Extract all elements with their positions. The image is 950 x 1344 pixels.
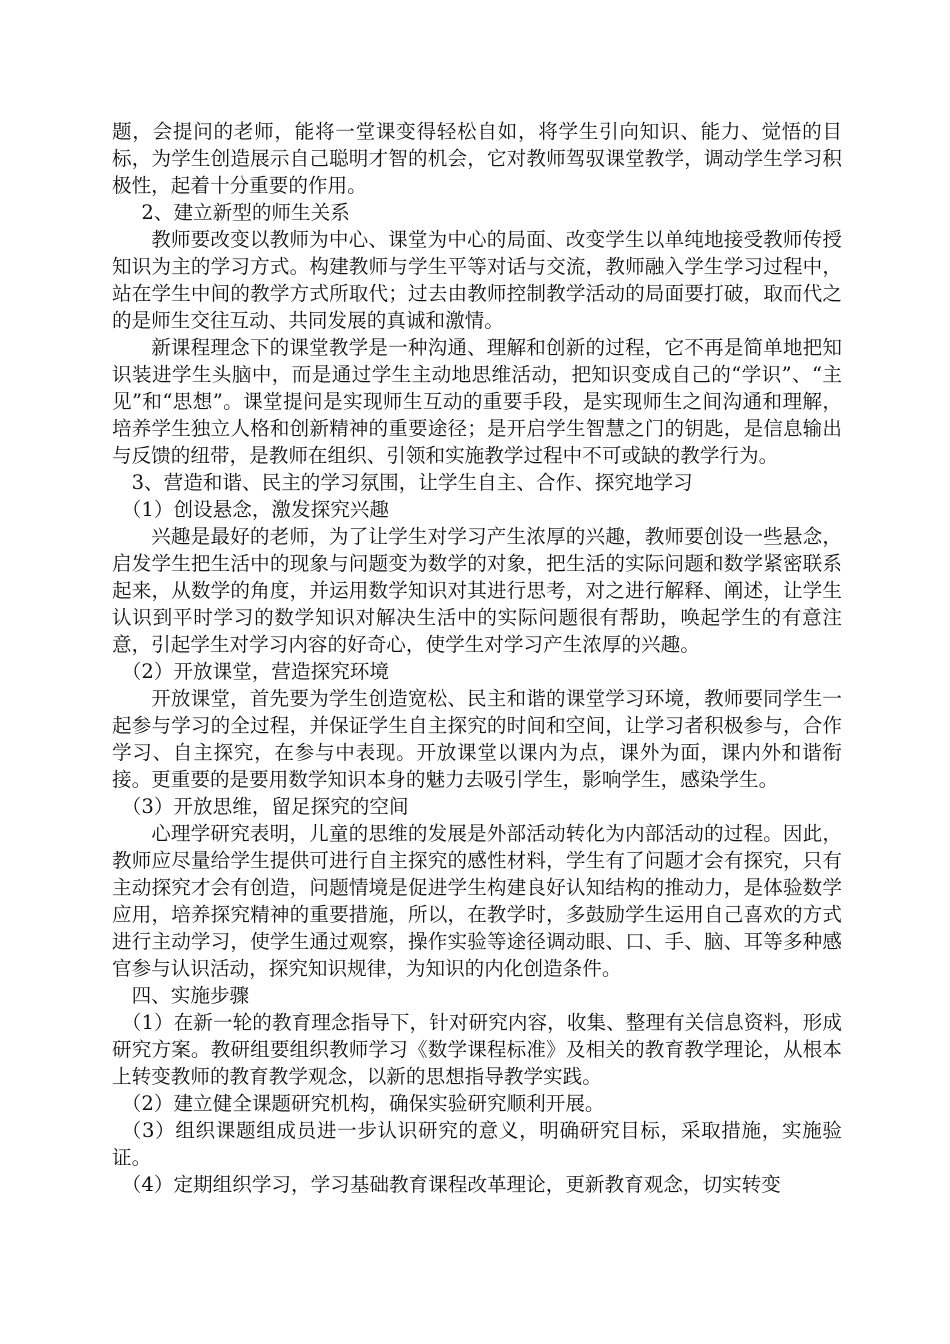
step-item-4: （4）定期组织学习，学习基础教育课程改革理论，更新教育观念，切实转变 — [121, 1173, 781, 1196]
heading-harmonious-atmosphere: 3、营造和谐、民主的学习氛围，让学生自主、合作、探究地学习 — [131, 471, 693, 494]
step-item-3: （3）组织课题组成员进一步认识研究的意义，明确研究目标，采取措施，实施验证。 — [112, 1119, 842, 1169]
paragraph-open-thinking: 心理学研究表明，儿童的思维的发展是外部活动转化为内部活动的过程。因此，教师应尽量给学生提供可进行自主探究的感性材料，学生有了问题才会有探究，只有主动探究才会有创造，问题情境是促进学生构建良好认知结构的推动力，是体验数学应用，培养探究精神的重要措施，所以，在教学时，多鼓励学生运用自己喜欢的方式进行主动学习，使学生通过观察，操作实验等途径调动眼、口、手、脑、耳等多种感官参与认识活动，探究知识规律，为知识的内化创造条件。 — [112, 822, 842, 980]
heading-implementation-steps: 四、实施步骤 — [131, 984, 250, 1007]
paragraph-intro: 题，会提问的老师，能将一堂课变得轻松自如，将学生引向知识、能力、觉悟的目标，为学生创造展示自己聪明才智的机会，它对教师驾驭课堂教学，调动学生学习积极性，起着十分重要的作用。 — [112, 120, 842, 197]
step-item-1: （1）在新一轮的教育理念指导下，针对研究内容，收集、整理有关信息资料，形成研究方案。教研组要组织教师学习《数学课程标准》及相关的教育教学理论，从根本上转变教师的教育教学观念，以新的思想指导教学实践。 — [112, 1011, 842, 1088]
subheading-open-classroom: （2）开放课堂，营造探究环境 — [121, 660, 389, 683]
subheading-open-thinking: （3）开放思维，留足探究的空间 — [121, 795, 409, 818]
paragraph-relation-1: 教师要改变以教师为中心、课堂为中心的局面、改变学生以单纯地接受教师传授知识为主的学习方式。构建教师与学生平等对话与交流，教师融入学生学习过程中，站在学生中间的教学方式所取代；过去由教师控制教学活动的局面要打破，取而代之的是师生交往互动、共同发展的真诚和激情。 — [112, 228, 842, 332]
step-item-2: （2）建立健全课题研究机构，确保实验研究顺利开展。 — [121, 1092, 605, 1115]
heading-teacher-student-relation: 2、建立新型的师生关系 — [141, 201, 350, 224]
paragraph-suspense: 兴趣是最好的老师，为了让学生对学习产生浓厚的兴趣，教师要创设一些悬念，启发学生把生活中的现象与问题变为数学的对象，把生活的实际问题和数学紧密联系起来，从数学的角度，并运用数学知识对其进行思考，对之进行解释、阐述，让学生认识到平时学习的数学知识对解决生活中的实际问题很有帮助，唤起学生的有意注意，引起学生对学习内容的好奇心，使学生对学习产生浓厚的兴趣。 — [112, 525, 842, 656]
paragraph-open-classroom: 开放课堂，首先要为学生创造宽松、民主和谐的课堂学习环境，教师要同学生一起参与学习的全过程，并保证学生自主探究的时间和空间，让学习者积极参与，合作学习、自主探究，在参与中表现。开放课堂以课内为点，课外为面，课内外和谐衔接。更重要的是要用数学知识本身的魅力去吸引学生，影响学生，感染学生。 — [112, 687, 842, 791]
paragraph-relation-2: 新课程理念下的课堂教学是一种沟通、理解和创新的过程，它不再是简单地把知识装进学生头脑中，而是通过学生主动地思维活动，把知识变成自己的“学识”、“主见”和“思想”。课堂提问是实现师生互动的重要手段，是实现师生之间沟通和理解，培养学生独立人格和创新精神的重要途径；是开启学生智慧之门的钥匙，是信息输出与反馈的纽带，是教师在组织、引领和实施教学过程中不可或缺的教学行为。 — [112, 336, 842, 467]
subheading-suspense: （1）创设悬念，激发探究兴趣 — [121, 498, 389, 521]
document-page — [112, 118, 842, 1198]
